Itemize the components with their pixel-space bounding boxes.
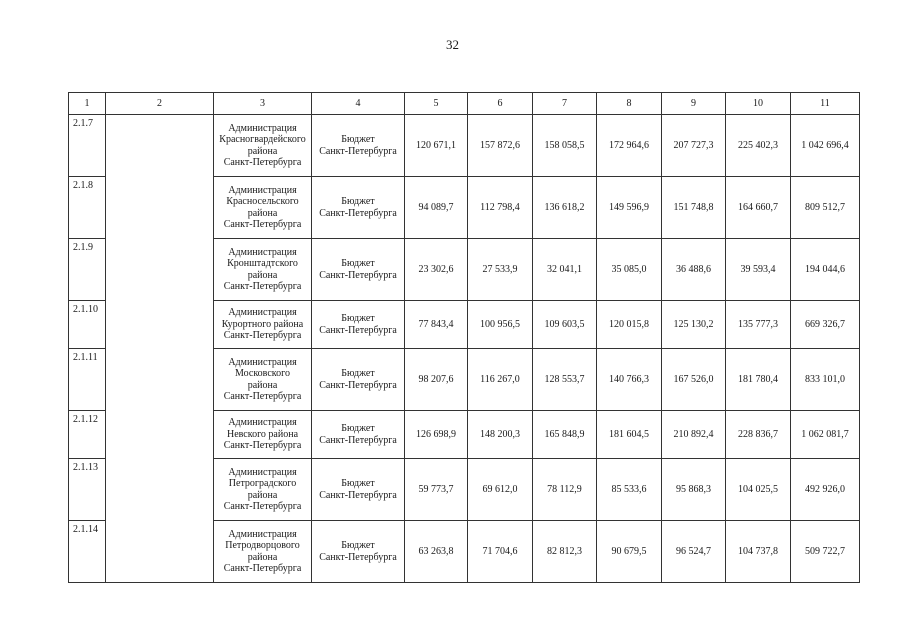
column-header: 4 <box>312 93 405 115</box>
value-cell: 23 302,6 <box>405 239 468 301</box>
merged-empty-cell <box>106 115 214 583</box>
value-cell: 158 058,5 <box>533 115 597 177</box>
total-value-cell: 509 722,7 <box>791 521 860 583</box>
value-cell: 90 679,5 <box>597 521 662 583</box>
executor-name <box>214 521 312 583</box>
value-cell: 104 737,8 <box>726 521 791 583</box>
value-cell: 140 766,3 <box>597 349 662 411</box>
executor-name-line: Кронштадтского <box>227 258 298 269</box>
funding-source-line: Санкт-Петербурга <box>319 324 397 336</box>
executor-name-line: Администрация <box>228 246 297 258</box>
executor-name-line: Санкт-Петербурга <box>223 391 302 402</box>
total-value-cell: 492 926,0 <box>791 459 860 521</box>
executor-name <box>214 349 312 411</box>
executor-name-line: Курортного района <box>221 318 304 330</box>
funding-source-line: Санкт-Петербурга <box>319 145 397 157</box>
executor-name-line: района <box>247 551 278 563</box>
value-cell: 149 596,9 <box>597 177 662 239</box>
funding-source-line: Бюджет <box>341 313 375 324</box>
executor-name-line: Санкт-Петербурга <box>223 330 302 342</box>
value-cell: 165 848,9 <box>533 411 597 459</box>
executor-name-line: Администрация <box>228 528 297 540</box>
value-cell: 63 263,8 <box>405 521 468 583</box>
value-cell: 126 698,9 <box>405 411 468 459</box>
funding-source-line: Бюджет <box>341 258 375 269</box>
row-number: 2.1.12 <box>69 411 106 459</box>
total-value-cell: 809 512,7 <box>791 177 860 239</box>
header-row <box>69 93 860 115</box>
value-cell: 148 200,3 <box>468 411 533 459</box>
value-cell: 94 089,7 <box>405 177 468 239</box>
executor-name-line: района <box>247 145 278 157</box>
total-value-cell: 194 044,6 <box>791 239 860 301</box>
row-number: 2.1.9 <box>69 239 106 301</box>
value-cell: 167 526,0 <box>662 349 726 411</box>
executor-name <box>214 177 312 239</box>
table-row <box>69 115 860 177</box>
row-number: 2.1.14 <box>69 521 106 583</box>
value-cell: 95 868,3 <box>662 459 726 521</box>
value-cell: 39 593,4 <box>726 239 791 301</box>
executor-name <box>214 411 312 459</box>
executor-name <box>214 459 312 521</box>
funding-source-line: Санкт-Петербурга <box>319 379 397 391</box>
total-value-cell: 1 042 696,4 <box>791 115 860 177</box>
executor-name-line: района <box>247 379 278 391</box>
funding-source-line: Санкт-Петербурга <box>319 207 397 219</box>
value-cell: 77 843,4 <box>405 301 468 349</box>
value-cell: 207 727,3 <box>662 115 726 177</box>
value-cell: 100 956,5 <box>468 301 533 349</box>
funding-source-line: Бюджет <box>341 368 375 379</box>
executor-name <box>214 115 312 177</box>
executor-name-line: Санкт-Петербурга <box>223 281 302 292</box>
column-header: 8 <box>597 93 662 115</box>
executor-name-line: Администрация <box>228 307 297 319</box>
funding-source <box>312 177 405 239</box>
row-number: 2.1.11 <box>69 349 106 411</box>
funding-source-line: Бюджет <box>341 423 375 434</box>
value-cell: 35 085,0 <box>597 239 662 301</box>
value-cell: 59 773,7 <box>405 459 468 521</box>
funding-source <box>312 411 405 459</box>
funding-source <box>312 115 405 177</box>
executor-name-line: района <box>247 207 278 219</box>
executor-name-line: Администрация <box>228 417 297 429</box>
value-cell: 116 267,0 <box>468 349 533 411</box>
executor-name-line: Невского района <box>226 428 299 440</box>
value-cell: 135 777,3 <box>726 301 791 349</box>
value-cell: 98 207,6 <box>405 349 468 411</box>
page-number: 32 <box>446 37 459 52</box>
value-cell: 228 836,7 <box>726 411 791 459</box>
value-cell: 32 041,1 <box>533 239 597 301</box>
funding-source-line: Бюджет <box>341 540 375 551</box>
column-header: 1 <box>69 93 106 115</box>
value-cell: 96 524,7 <box>662 521 726 583</box>
column-header: 3 <box>214 93 312 115</box>
value-cell: 120 015,8 <box>597 301 662 349</box>
funding-source-line: Санкт-Петербурга <box>319 489 397 501</box>
column-header: 9 <box>662 93 726 115</box>
row-number: 2.1.7 <box>69 115 106 177</box>
executor-name <box>214 239 312 301</box>
value-cell: 120 671,1 <box>405 115 468 177</box>
funding-source-line: Бюджет <box>341 478 375 489</box>
value-cell: 27 533,9 <box>468 239 533 301</box>
value-cell: 125 130,2 <box>662 301 726 349</box>
value-cell: 151 748,8 <box>662 177 726 239</box>
value-cell: 128 553,7 <box>533 349 597 411</box>
column-header: 2 <box>106 93 214 115</box>
funding-source-line: Санкт-Петербурга <box>319 269 397 281</box>
table-body <box>69 115 860 583</box>
value-cell: 181 780,4 <box>726 349 791 411</box>
executor-name-line: Петродворцового <box>225 540 300 551</box>
executor-name-line: района <box>247 489 278 501</box>
value-cell: 85 533,6 <box>597 459 662 521</box>
value-cell: 225 402,3 <box>726 115 791 177</box>
funding-source <box>312 459 405 521</box>
total-value-cell: 833 101,0 <box>791 349 860 411</box>
value-cell: 82 812,3 <box>533 521 597 583</box>
funding-source <box>312 239 405 301</box>
executor-name-line: Красносельского <box>226 196 299 207</box>
funding-source-line: Санкт-Петербурга <box>319 434 397 446</box>
column-header: 7 <box>533 93 597 115</box>
value-cell: 36 488,6 <box>662 239 726 301</box>
value-cell: 109 603,5 <box>533 301 597 349</box>
value-cell: 172 964,6 <box>597 115 662 177</box>
budget-table <box>68 92 860 583</box>
value-cell: 104 025,5 <box>726 459 791 521</box>
executor-name-line: Администрация <box>228 466 297 478</box>
funding-source <box>312 521 405 583</box>
funding-source <box>312 349 405 411</box>
funding-source-line: Бюджет <box>341 196 375 207</box>
column-header: 11 <box>791 93 860 115</box>
executor-name-line: Санкт-Петербурга <box>223 157 302 168</box>
executor-name <box>214 301 312 349</box>
value-cell: 71 704,6 <box>468 521 533 583</box>
executor-name-line: района <box>247 269 278 281</box>
value-cell: 181 604,5 <box>597 411 662 459</box>
funding-source-line: Бюджет <box>341 134 375 145</box>
value-cell: 210 892,4 <box>662 411 726 459</box>
executor-name-line: Санкт-Петербурга <box>223 501 302 512</box>
executor-name-line: Санкт-Петербурга <box>223 440 302 452</box>
column-header: 6 <box>468 93 533 115</box>
row-number: 2.1.10 <box>69 301 106 349</box>
value-cell: 164 660,7 <box>726 177 791 239</box>
executor-name-line: Санкт-Петербурга <box>223 563 302 574</box>
executor-name-line: Санкт-Петербурга <box>223 219 302 230</box>
funding-source <box>312 301 405 349</box>
total-value-cell: 1 062 081,7 <box>791 411 860 459</box>
funding-source-line: Санкт-Петербурга <box>319 551 397 563</box>
column-header: 5 <box>405 93 468 115</box>
executor-name-line: Администрация <box>228 122 297 134</box>
row-number: 2.1.13 <box>69 459 106 521</box>
value-cell: 69 612,0 <box>468 459 533 521</box>
executor-name-line: Московского <box>235 368 290 379</box>
total-value-cell: 669 326,7 <box>791 301 860 349</box>
value-cell: 78 112,9 <box>533 459 597 521</box>
value-cell: 112 798,4 <box>468 177 533 239</box>
executor-name-line: Красногвардейского <box>219 134 306 145</box>
value-cell: 157 872,6 <box>468 115 533 177</box>
executor-name-line: Администрация <box>228 184 297 196</box>
column-header: 10 <box>726 93 791 115</box>
value-cell: 136 618,2 <box>533 177 597 239</box>
row-number: 2.1.8 <box>69 177 106 239</box>
executor-name-line: Администрация <box>228 356 297 368</box>
executor-name-line: Петроградского <box>228 478 297 489</box>
